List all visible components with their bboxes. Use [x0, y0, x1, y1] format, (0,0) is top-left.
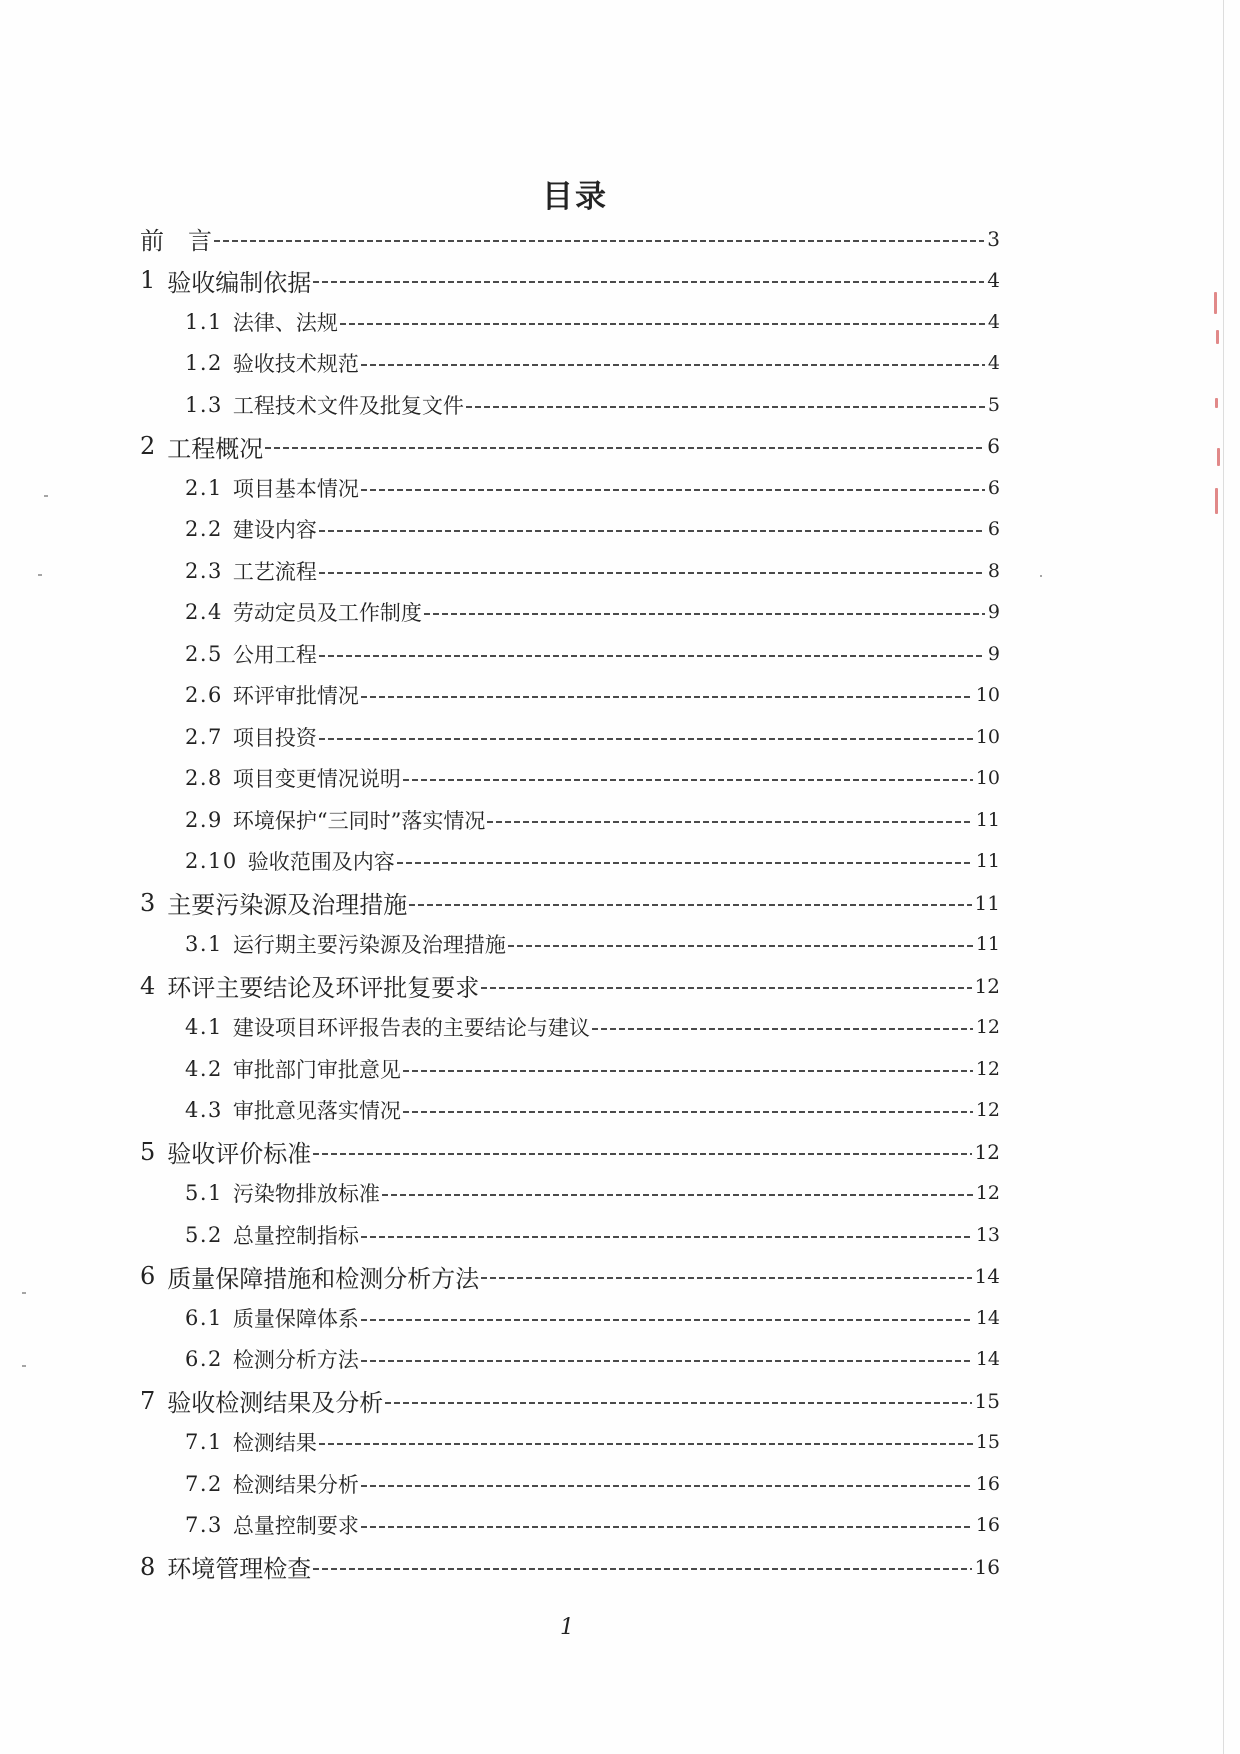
entry-page-number: 4 [987, 310, 1000, 333]
entry-title: 检测分析方法 [232, 1348, 359, 1373]
entry-page-number: 13 [975, 1223, 1000, 1246]
entry-number: 1.3 [185, 392, 223, 417]
entry-number: 2.8 [185, 766, 223, 791]
entry-page-number: 16 [974, 1554, 1000, 1579]
dash-leader [319, 655, 985, 657]
dash-leader [403, 1070, 973, 1072]
entry-number: 4.2 [185, 1056, 223, 1081]
entry-title: 公用工程 [232, 642, 317, 667]
entry-page-number: 6 [987, 434, 1000, 459]
entry-title: 环境保护“三同时”落实情况 [232, 808, 486, 833]
toc-section-entry [140, 1339, 1000, 1381]
stamp-edge-mark [1215, 488, 1218, 514]
toc-section-entry [140, 1048, 1000, 1090]
entry-title: 工程概况 [167, 434, 264, 463]
entry-page-number: 11 [974, 890, 1000, 915]
entry-title: 检测结果 [232, 1431, 317, 1456]
entry-title: 污染物排放标准 [232, 1182, 380, 1207]
dash-leader [361, 1319, 973, 1321]
toc-section-entry [140, 343, 1000, 385]
entry-title: 验收范围及内容 [247, 850, 395, 875]
toc-chapter-entry [140, 426, 1000, 468]
entry-page-number: 9 [987, 642, 1000, 665]
dash-leader [319, 738, 973, 740]
entry-title: 建设内容 [232, 518, 317, 543]
entry-title: 验收技术规范 [232, 352, 359, 377]
entry-title: 环境管理检查 [167, 1555, 312, 1584]
entry-page-number: 6 [987, 518, 1000, 541]
entry-page-number: 10 [975, 767, 1000, 790]
entry-number: 5 [140, 1137, 156, 1166]
entry-page-number: 9 [987, 601, 1000, 624]
entry-title: 法律、法规 [232, 310, 338, 335]
entry-title: 环评主要结论及环评批复要求 [167, 974, 480, 1003]
dash-leader [319, 572, 985, 574]
entry-number: 7 [140, 1386, 156, 1415]
entry-number: 3 [140, 888, 156, 917]
entry-page-number: 12 [974, 973, 1000, 998]
entry-page-number: 5 [987, 393, 1000, 416]
dash-leader [313, 1153, 971, 1155]
toc-section-entry [140, 1505, 1000, 1547]
entry-number: 7.3 [185, 1513, 223, 1538]
entry-number: 6 [140, 1262, 156, 1291]
dash-leader [403, 1111, 973, 1113]
entry-page-number: 14 [975, 1348, 1000, 1371]
entry-number: 2.7 [185, 724, 223, 749]
dash-leader [214, 240, 984, 242]
dash-leader [592, 1028, 973, 1030]
entry-title: 检测结果分析 [232, 1472, 359, 1497]
entry-title: 总量控制要求 [232, 1514, 359, 1539]
entry-number: 2.5 [185, 641, 223, 666]
entry-number: 2.3 [185, 558, 223, 583]
toc-section-entry [140, 924, 1000, 966]
entry-page-number: 14 [975, 1306, 1000, 1329]
paper-edge-line [1223, 0, 1224, 1754]
dash-leader [508, 945, 973, 947]
entry-title: 前 言 [140, 227, 212, 256]
toc-section-entry [140, 509, 1000, 551]
entry-number: 1.2 [185, 351, 223, 376]
entry-title: 总量控制指标 [232, 1223, 359, 1248]
entry-page-number: 3 [987, 226, 1000, 251]
entry-number: 7.1 [185, 1430, 223, 1455]
dash-leader [313, 1568, 971, 1570]
toc-section-entry [140, 1173, 1000, 1215]
toc-section-entry [140, 301, 1000, 343]
entry-title: 质量保障体系 [232, 1306, 359, 1331]
dash-leader [361, 1485, 973, 1487]
toc-preface-entry [140, 218, 1000, 260]
dash-leader [397, 862, 973, 864]
entry-title: 项目变更情况说明 [232, 767, 401, 792]
toc-section-entry [140, 716, 1000, 758]
entry-title: 主要污染源及治理措施 [167, 891, 408, 920]
entry-page-number: 12 [975, 1016, 1000, 1039]
entry-page-number: 4 [987, 268, 1000, 293]
toc-section-entry [140, 467, 1000, 509]
entry-page-number: 14 [974, 1264, 1000, 1289]
toc-section-entry [140, 1007, 1000, 1049]
toc-chapter-entry [140, 882, 1000, 924]
dash-leader [319, 1443, 973, 1445]
scan-speck [22, 1292, 26, 1294]
entry-page-number: 6 [987, 476, 1000, 499]
toc-chapter-entry [140, 1256, 1000, 1298]
dash-leader [382, 1194, 973, 1196]
entry-number: 4.1 [185, 1015, 223, 1040]
entry-page-number: 4 [987, 352, 1000, 375]
dash-leader [385, 1402, 971, 1404]
page-number: 1 [560, 1615, 574, 1640]
toc-section-entry [140, 384, 1000, 426]
dash-leader [481, 1277, 971, 1279]
entry-page-number: 8 [987, 559, 1000, 582]
entry-title: 项目投资 [232, 725, 317, 750]
entry-number: 1.1 [185, 309, 223, 334]
entry-title: 工程技术文件及批复文件 [232, 393, 464, 418]
toc-chapter-entry [140, 260, 1000, 302]
toc-section-entry [140, 1214, 1000, 1256]
entry-title: 验收编制依据 [167, 268, 312, 297]
dash-leader [361, 1236, 973, 1238]
toc-section-entry [140, 633, 1000, 675]
entry-page-number: 12 [974, 1139, 1000, 1164]
entry-title: 建设项目环评报告表的主要结论与建议 [232, 1016, 590, 1041]
dash-leader [361, 489, 985, 491]
entry-title: 验收检测结果及分析 [167, 1389, 384, 1418]
dash-leader [265, 447, 984, 449]
stamp-edge-mark [1215, 398, 1218, 408]
dash-leader [319, 530, 985, 532]
toc-chapter-entry [140, 1546, 1000, 1588]
entry-title: 运行期主要污染源及治理措施 [232, 933, 506, 958]
dash-leader [361, 1526, 973, 1528]
entry-page-number: 16 [975, 1472, 1000, 1495]
entry-number: 1 [140, 266, 156, 295]
entry-number: 3.1 [185, 932, 223, 957]
stamp-edge-mark [1217, 448, 1220, 466]
entry-number: 2.10 [185, 849, 238, 874]
entry-title: 项目基本情况 [232, 476, 359, 501]
dash-leader [466, 406, 985, 408]
entry-title: 质量保障措施和检测分析方法 [167, 1264, 480, 1293]
entry-page-number: 12 [975, 1057, 1000, 1080]
toc-section-entry [140, 1422, 1000, 1464]
entry-page-number: 16 [975, 1514, 1000, 1537]
entry-title: 环评审批情况 [232, 684, 359, 709]
entry-number: 7.2 [185, 1471, 223, 1496]
dash-leader [487, 821, 972, 823]
entry-number: 2 [140, 432, 156, 461]
entry-number: 8 [140, 1552, 156, 1581]
toc-section-entry [140, 1463, 1000, 1505]
toc-section-entry [140, 1090, 1000, 1132]
dash-leader [403, 779, 973, 781]
entry-number: 2.6 [185, 683, 223, 708]
dash-leader [361, 364, 985, 366]
table-of-contents [140, 218, 1000, 1588]
entry-page-number: 11 [975, 850, 1000, 873]
toc-section-entry [140, 1297, 1000, 1339]
toc-chapter-entry [140, 1131, 1000, 1173]
entry-page-number: 15 [974, 1388, 1000, 1413]
toc-section-entry [140, 758, 1000, 800]
toc-chapter-entry [140, 1380, 1000, 1422]
scan-speck [38, 574, 42, 576]
entry-page-number: 10 [975, 684, 1000, 707]
toc-chapter-entry [140, 965, 1000, 1007]
entry-title: 劳动定员及工作制度 [232, 601, 422, 626]
dash-leader [361, 1360, 973, 1362]
dash-leader [409, 904, 971, 906]
entry-page-number: 11 [975, 808, 1000, 831]
dash-leader [313, 281, 984, 283]
entry-page-number: 11 [975, 933, 1000, 956]
scan-speck [22, 1365, 26, 1367]
stamp-edge-mark [1216, 330, 1219, 344]
dash-leader [481, 987, 971, 989]
toc-section-entry [140, 841, 1000, 883]
stamp-edge-mark [1214, 292, 1217, 314]
entry-page-number: 15 [975, 1431, 1000, 1454]
dash-leader [424, 613, 985, 615]
toc-section-entry [140, 592, 1000, 634]
toc-section-entry [140, 675, 1000, 717]
dash-leader [361, 696, 973, 698]
entry-page-number: 12 [975, 1182, 1000, 1205]
entry-number: 5.1 [185, 1181, 223, 1206]
entry-number: 4.3 [185, 1098, 223, 1123]
dash-leader [340, 323, 985, 325]
entry-number: 2.2 [185, 517, 223, 542]
document-title: 目录 [542, 179, 608, 215]
entry-number: 5.2 [185, 1222, 223, 1247]
scan-speck [1040, 575, 1042, 577]
toc-section-entry [140, 799, 1000, 841]
entry-number: 2.9 [185, 807, 223, 832]
entry-title: 审批意见落实情况 [232, 1099, 401, 1124]
entry-title: 工艺流程 [232, 559, 317, 584]
entry-number: 2.4 [185, 600, 223, 625]
entry-number: 6.2 [185, 1347, 223, 1372]
entry-number: 6.1 [185, 1305, 223, 1330]
entry-page-number: 10 [975, 725, 1000, 748]
entry-number: 2.1 [185, 475, 223, 500]
scan-speck [44, 495, 48, 497]
entry-page-number: 12 [975, 1099, 1000, 1122]
entry-title: 审批部门审批意见 [232, 1057, 401, 1082]
toc-section-entry [140, 550, 1000, 592]
entry-title: 验收评价标准 [167, 1140, 312, 1169]
entry-number: 4 [140, 971, 156, 1000]
